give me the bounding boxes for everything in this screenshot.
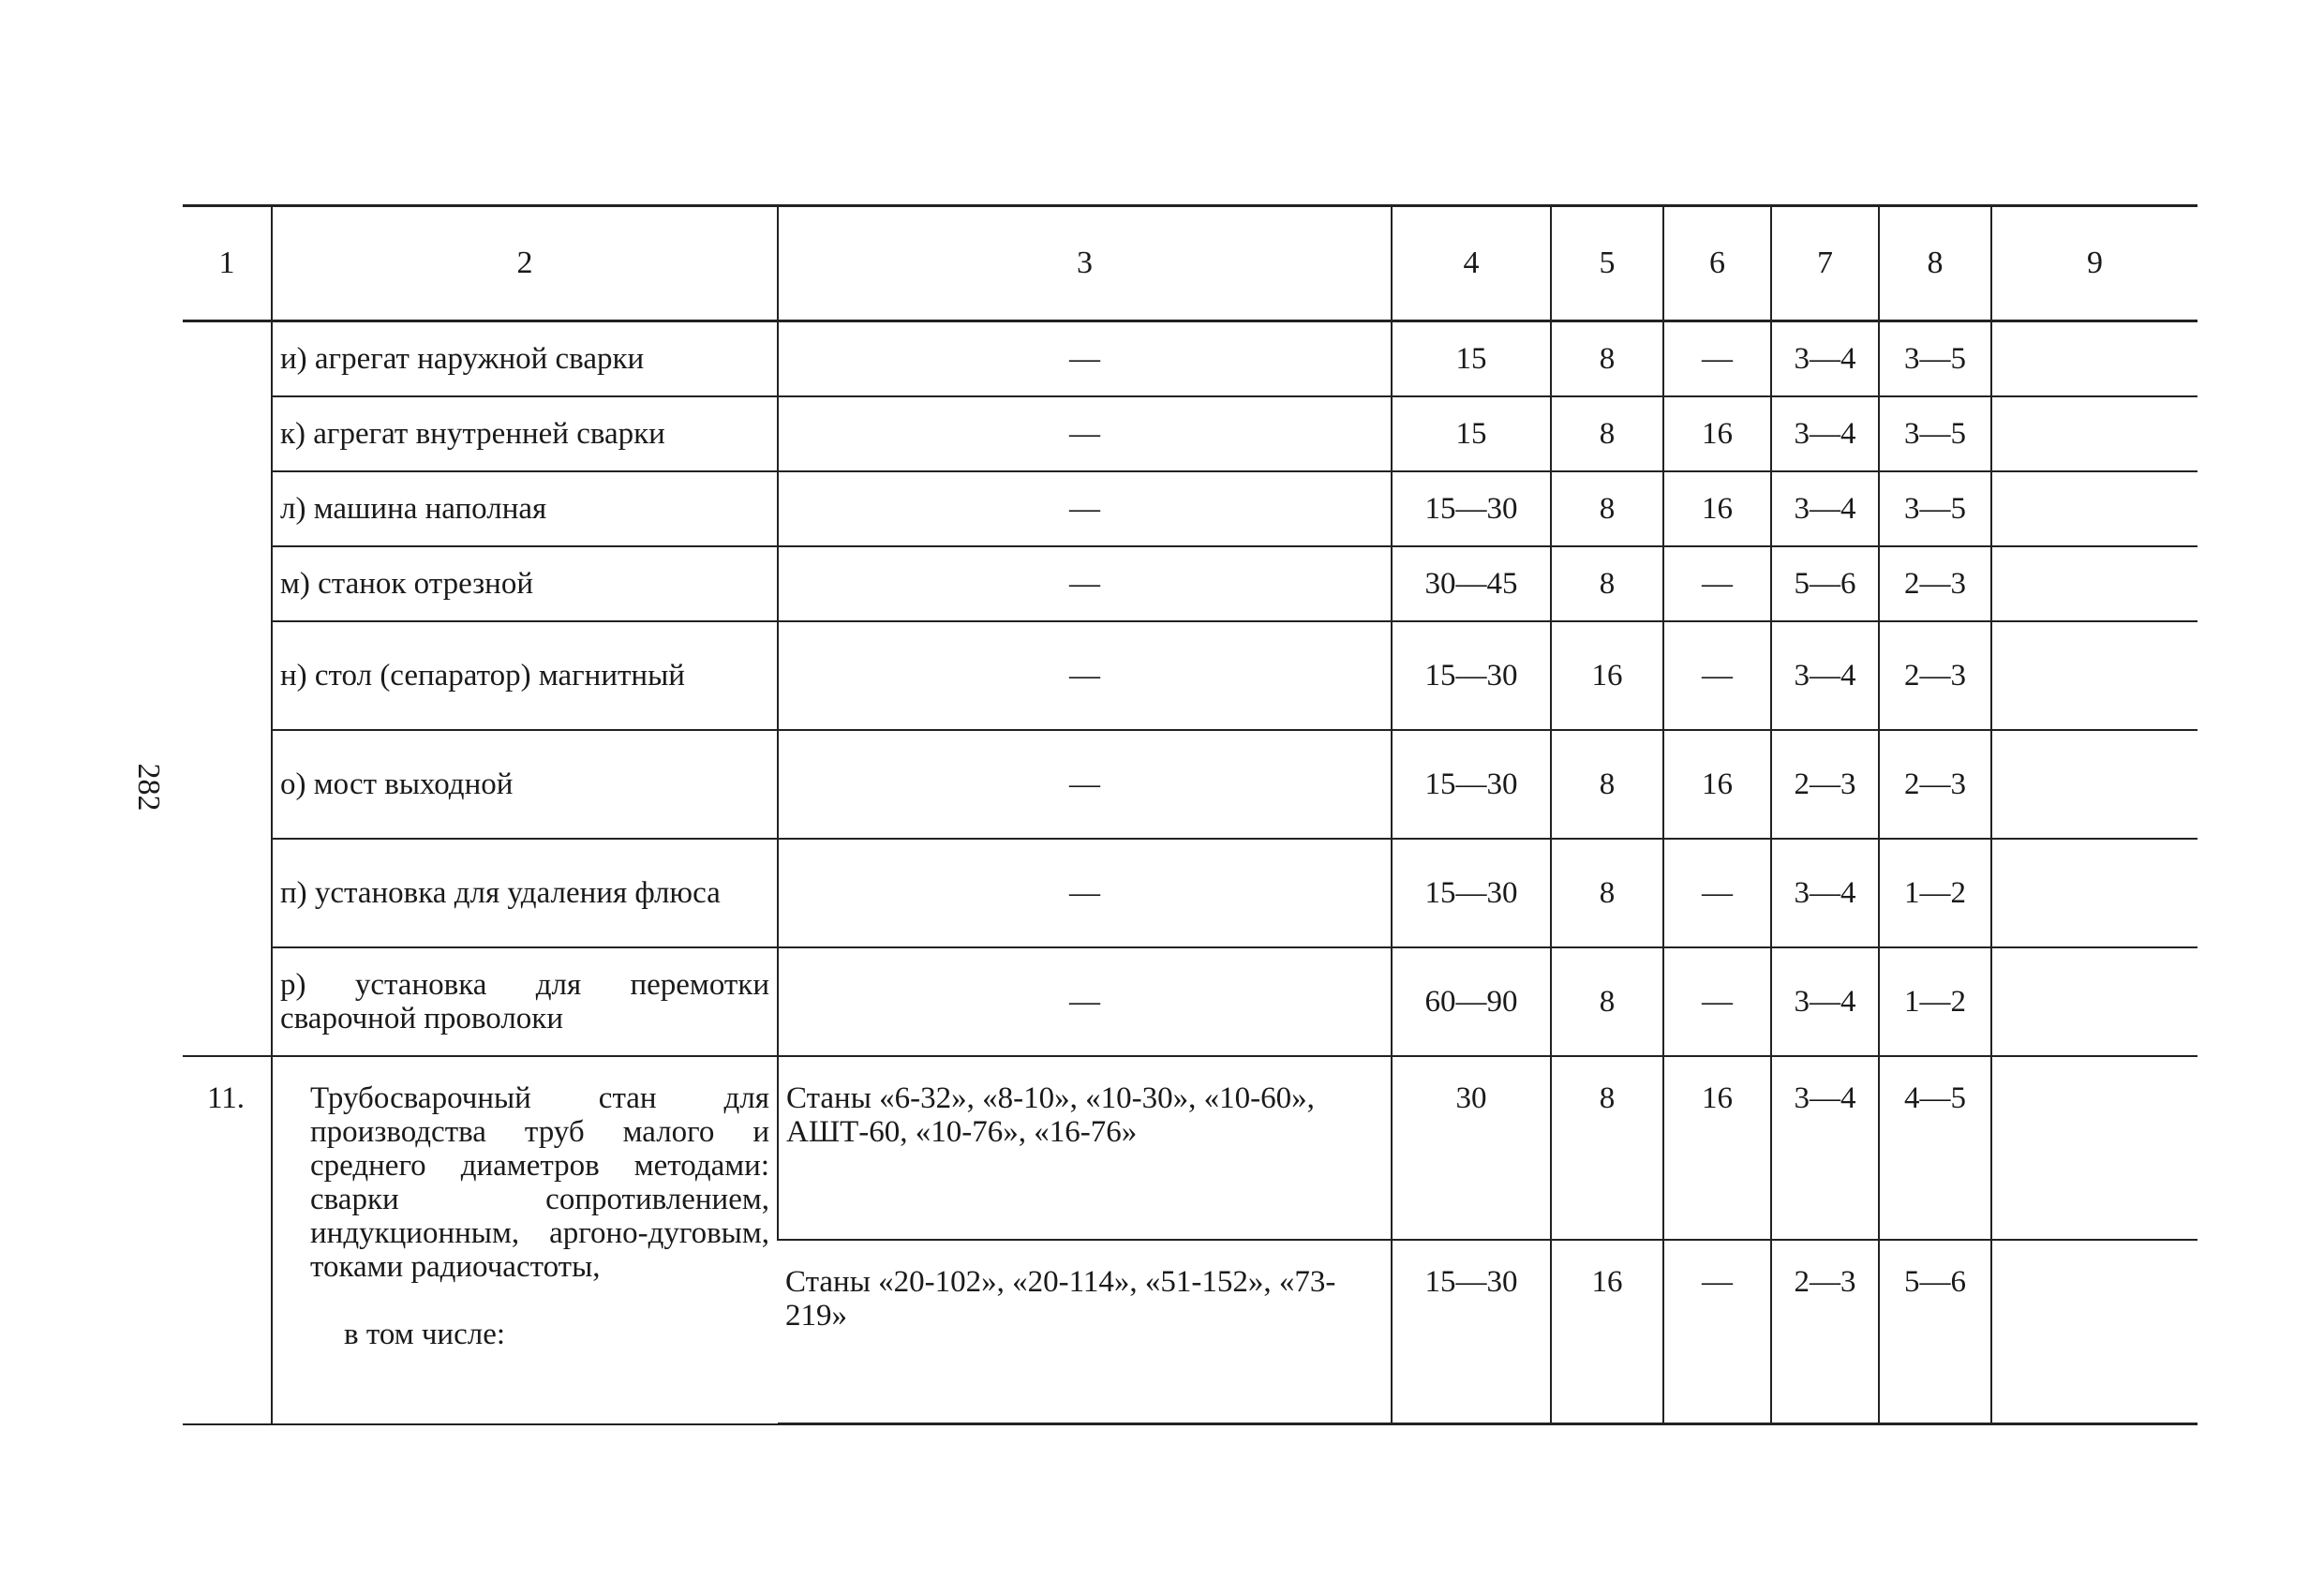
cell: 4—5 xyxy=(1879,1056,1991,1240)
table-row xyxy=(183,621,2197,730)
item-number: 11. xyxy=(183,1056,272,1424)
cell: 15—30 xyxy=(1392,471,1551,546)
cell: — xyxy=(1663,546,1771,621)
cell: 1—2 xyxy=(1879,947,1991,1056)
cell: 8 xyxy=(1551,730,1663,839)
table-row xyxy=(183,730,2197,839)
table-row xyxy=(183,321,2197,397)
equipment-name: м) станок отрезной xyxy=(272,546,778,621)
cell: 15 xyxy=(1392,396,1551,471)
cell: 2—3 xyxy=(1879,730,1991,839)
cell: 16 xyxy=(1663,471,1771,546)
mill-models: Станы «6-32», «8-10», «10-30», «10-60», АШТ-60, «10-76», «16-76» xyxy=(778,1056,1392,1240)
cell xyxy=(1991,396,2197,471)
cell xyxy=(1991,839,2197,947)
column-header: 2 xyxy=(272,206,778,321)
cell: 16 xyxy=(1663,396,1771,471)
cell: — xyxy=(778,730,1392,839)
cell: 60—90 xyxy=(1392,947,1551,1056)
cell: 15—30 xyxy=(1392,1240,1551,1424)
item-number-cell xyxy=(183,546,272,621)
column-header: 1 xyxy=(183,206,272,321)
column-header: 3 xyxy=(778,206,1392,321)
cell: 15—30 xyxy=(1392,730,1551,839)
table-row xyxy=(183,947,2197,1056)
cell: — xyxy=(778,947,1392,1056)
cell: 8 xyxy=(1551,396,1663,471)
cell: — xyxy=(778,621,1392,730)
cell: — xyxy=(778,471,1392,546)
cell: 1—2 xyxy=(1879,839,1991,947)
cell: 8 xyxy=(1551,839,1663,947)
table-row xyxy=(183,1056,2197,1240)
cell xyxy=(1991,546,2197,621)
cell: — xyxy=(1663,839,1771,947)
cell: 3—4 xyxy=(1771,471,1879,546)
item-number-cell xyxy=(183,947,272,1056)
column-header: 7 xyxy=(1771,206,1879,321)
cell: 2—3 xyxy=(1879,621,1991,730)
cell: 15—30 xyxy=(1392,839,1551,947)
cell: 3—4 xyxy=(1771,321,1879,397)
cell: 3—4 xyxy=(1771,396,1879,471)
cell: 3—4 xyxy=(1771,947,1879,1056)
cell: 3—4 xyxy=(1771,1056,1879,1240)
equipment-name: и) агрегат наружной сварки xyxy=(272,321,778,397)
equipment-name: л) машина наполная xyxy=(272,471,778,546)
cell: 8 xyxy=(1551,546,1663,621)
column-header: 5 xyxy=(1551,206,1663,321)
cell: — xyxy=(778,839,1392,947)
cell: 3—5 xyxy=(1879,471,1991,546)
cell: — xyxy=(1663,1240,1771,1424)
cell: — xyxy=(778,546,1392,621)
column-header: 9 xyxy=(1991,206,2197,321)
cell: 16 xyxy=(1551,1240,1663,1424)
cell: 16 xyxy=(1663,1056,1771,1240)
cell: 5—6 xyxy=(1879,1240,1991,1424)
cell: 16 xyxy=(1551,621,1663,730)
cell: 3—5 xyxy=(1879,321,1991,397)
cell: — xyxy=(1663,321,1771,397)
table-row xyxy=(183,546,2197,621)
cell: — xyxy=(778,396,1392,471)
cell: — xyxy=(1663,621,1771,730)
cell: 8 xyxy=(1551,321,1663,397)
cell: 2—3 xyxy=(1879,546,1991,621)
equipment-name: п) установка для удаления флюса xyxy=(272,839,778,947)
equipment-name: р) установка для перемотки сварочной проволоки xyxy=(272,947,778,1056)
cell: 8 xyxy=(1551,471,1663,546)
item-number-cell xyxy=(183,321,272,397)
item-number-cell xyxy=(183,396,272,471)
cell: 30—45 xyxy=(1392,546,1551,621)
cell: 15—30 xyxy=(1392,621,1551,730)
item-number-cell xyxy=(183,471,272,546)
cell: 8 xyxy=(1551,1056,1663,1240)
cell: 5—6 xyxy=(1771,546,1879,621)
mill-models: Станы «20-102», «20-114», «51-152», «73-219» xyxy=(778,1240,1392,1424)
equipment-name: н) стол (сепаратор) магнитный xyxy=(272,621,778,730)
cell: 3—4 xyxy=(1771,839,1879,947)
page-number: 282 xyxy=(131,763,166,812)
including-note: в том числе: xyxy=(344,1318,506,1351)
column-number-row xyxy=(183,206,2197,321)
cell xyxy=(1991,471,2197,546)
cell: 3—4 xyxy=(1771,621,1879,730)
cell: 2—3 xyxy=(1771,1240,1879,1424)
cell: — xyxy=(1663,947,1771,1056)
cell: 30 xyxy=(1392,1056,1551,1240)
equipment-name: к) агрегат внутренней сварки xyxy=(272,396,778,471)
cell xyxy=(1991,621,2197,730)
item-number-cell xyxy=(183,730,272,839)
equipment-name xyxy=(272,1056,778,1424)
column-header: 4 xyxy=(1392,206,1551,321)
cell xyxy=(1991,947,2197,1056)
cell xyxy=(1991,1240,2197,1424)
cell: 3—5 xyxy=(1879,396,1991,471)
cell xyxy=(1991,730,2197,839)
equipment-table xyxy=(183,204,2197,1425)
column-header: 8 xyxy=(1879,206,1991,321)
item-number-cell xyxy=(183,839,272,947)
cell: — xyxy=(778,321,1392,397)
equipment-name-text: Трубосварочный стан для производства труб малого и среднего диаметров методами: сварки сопротивлением, индукционным, аргоно-дуговым, токами радиочастоты, xyxy=(310,1081,769,1284)
column-header: 6 xyxy=(1663,206,1771,321)
table-row xyxy=(183,839,2197,947)
table-row xyxy=(183,471,2197,546)
cell: 2—3 xyxy=(1771,730,1879,839)
cell: 16 xyxy=(1663,730,1771,839)
item-number-cell xyxy=(183,621,272,730)
cell xyxy=(1991,1056,2197,1240)
cell: 15 xyxy=(1392,321,1551,397)
equipment-name: о) мост выходной xyxy=(272,730,778,839)
cell xyxy=(1991,321,2197,397)
cell: 8 xyxy=(1551,947,1663,1056)
table-row xyxy=(183,396,2197,471)
